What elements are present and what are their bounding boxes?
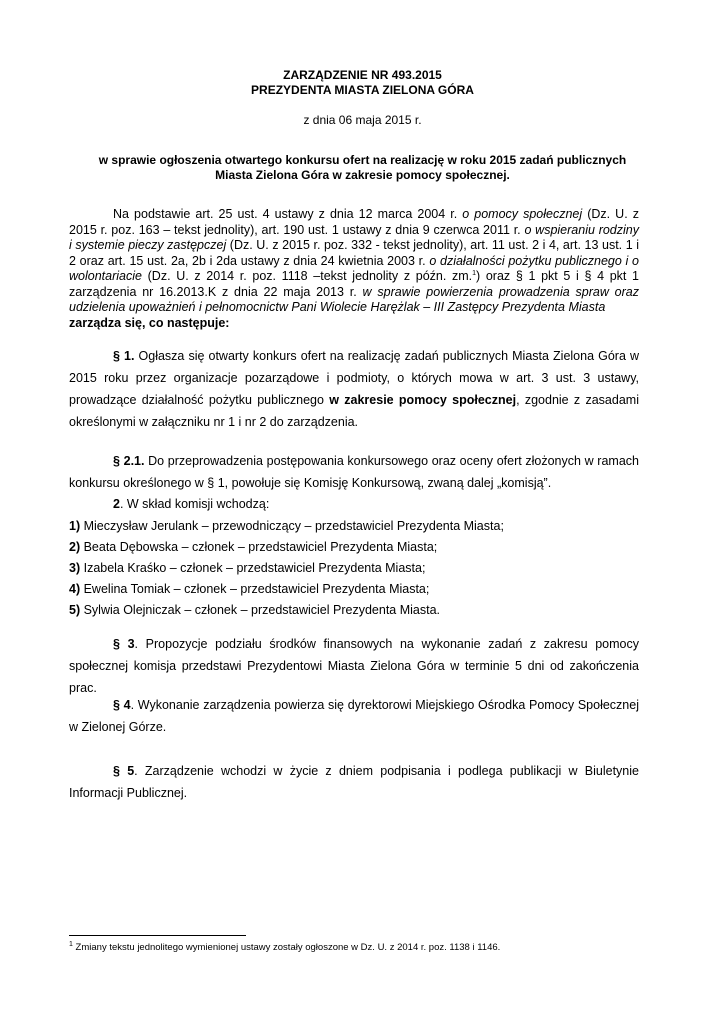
section-text: . W skład komisji wchodzą:: [119, 497, 270, 511]
section-1: [69, 345, 639, 433]
document-date: z dnia 06 maja 2015 r.: [303, 113, 422, 127]
footnote-ref: 1: [472, 269, 477, 277]
intro-act-title: w sprawie powierzenia prowadzenia spraw oraz udzielenia upoważnień i pełnomocnictw Pani Wiolecie Harężlak – III Zastępcy Prezydenta Miasta: [69, 284, 639, 314]
section-number: 2: [113, 497, 120, 511]
subject-line-1: w sprawie ogłoszenia otwartego konkursu ofert na realizację w roku 2015 zadań publicznych: [98, 153, 627, 167]
intro-act-title: o działalności pożytku publicznego i o wolontariacie: [69, 253, 639, 283]
section-number: § 2.1.: [113, 454, 145, 468]
committee-member-5: [69, 602, 639, 618]
member-number: 5): [69, 603, 81, 617]
title-line-2: PREZYDENTA MIASTA ZIELONA GÓRA: [251, 83, 474, 97]
intro-text: ) oraz § 1 pkt 5 i § 4 pkt 1 zarządzenia nr 16.2013.K z dnia 22 maja 2013 r.: [69, 269, 639, 299]
member-text: Izabela Kraśko – członek – przedstawiciel Prezydenta Miasta;: [80, 561, 426, 575]
section-text: , zgodnie z zasadami określonymi w załączniku nr 1 i nr 2 do zarządzenia.: [69, 393, 639, 429]
member-text: Ewelina Tomiak – członek – przedstawiciel Prezydenta Miasta;: [80, 582, 430, 596]
committee-member-3: [69, 560, 639, 576]
footnote: [69, 942, 649, 954]
member-number: 2): [69, 540, 81, 554]
section-number: § 4: [113, 698, 131, 712]
document-title: [60, 68, 665, 98]
enactment-clause: zarządza się, co następuje:: [69, 315, 230, 330]
section-text: Ogłasza się otwarty konkurs ofert na realizację zadań publicznych Miasta Zielona Góra w 2015 roku przez organizacje pozarządowe i podmioty, o których mowa w art. 3 ust. 3 ustawy, prowadzące działalność pożytku publicznego: [69, 349, 639, 407]
member-number: 1): [69, 519, 81, 533]
intro-act-title: o pomocy społecznej: [462, 207, 583, 221]
member-number: 4): [69, 582, 81, 596]
footnote-marker: 1: [69, 940, 73, 948]
intro-text: (Dz. U. z 2014 r. poz. 1118 –tekst jednolity z późn. zm.: [141, 269, 473, 283]
member-number: 3): [69, 561, 81, 575]
section-text: . Wykonanie zarządzenia powierza się dyrektorowi Miejskiego Ośrodka Pomocy Społecznej w Zielonej Górze.: [69, 698, 639, 734]
section-5: [69, 760, 639, 804]
committee-member-4: [69, 581, 639, 597]
section-text: . Propozycje podziału środków finansowych na wykonanie zadań z zakresu pomocy społecznej komisja przedstawi Prezydentowi Miasta Zielona Góra w terminie 5 dni od zakończenia prac.: [69, 637, 639, 695]
intro-text: Na podstawie art. 25 ust. 4 ustawy z dnia 12 marca 2004 r.: [113, 207, 463, 221]
intro-text: (Dz. U. z 2015 r. poz. 332 - tekst jednolity), art. 11 ust. 2 i 4, art. 13 ust. 1 i 2 oraz art. 15 ust. 2a, 2b i 2da ustawy z dnia 24 kwietnia 2003 r.: [69, 238, 639, 268]
legal-basis-paragraph: [69, 207, 639, 331]
intro-text: (Dz. U. z 2015 r. poz. 163 – tekst jednolity), art. 190 ust. 1 ustawy z dnia 9 czerwca 2011 r.: [69, 207, 639, 237]
title-line-1: ZARZĄDZENIE NR 493.2015: [283, 68, 442, 82]
section-number: § 3: [113, 637, 135, 651]
section-3: [69, 633, 639, 699]
committee-member-2: [69, 539, 639, 555]
section-text: . Zarządzenie wchodzi w życie z dniem podpisania i podlega publikacji w Biuletynie Informacji Publicznej.: [69, 764, 639, 800]
committee-member-1: [69, 518, 639, 534]
section-4: [69, 694, 639, 738]
section-emphasis: w zakresie pomocy społecznej: [329, 393, 517, 407]
footnote-divider: [69, 935, 246, 936]
intro-act-title: o wspieraniu rodziny i systemie pieczy zastępczej: [69, 222, 639, 252]
section-2-1: [69, 450, 639, 494]
section-number: § 5: [113, 764, 135, 778]
member-text: Beata Dębowska – członek – przedstawiciel Prezydenta Miasta;: [80, 540, 438, 554]
section-text: Do przeprowadzenia postępowania konkursowego oraz oceny ofert złożonych w ramach konkursu określonego w § 1, powołuje się Komisję Konkursową, zwaną dalej „komisją”.: [69, 454, 639, 490]
document-subject: [60, 153, 665, 183]
subject-line-2: Miasta Zielona Góra w zakresie pomocy społecznej.: [215, 168, 510, 182]
footnote-text: Zmiany tekstu jednolitego wymienionej ustawy zostały ogłoszone w Dz. U. z 2014 r. poz. 1138 i 1146.: [72, 942, 501, 953]
section-number: § 1.: [113, 349, 135, 363]
member-text: Sylwia Olejniczak – członek – przedstawiciel Prezydenta Miasta.: [80, 603, 441, 617]
member-text: Mieczysław Jerulank – przewodniczący – przedstawiciel Prezydenta Miasta;: [80, 519, 504, 533]
section-2-2: [69, 496, 639, 512]
